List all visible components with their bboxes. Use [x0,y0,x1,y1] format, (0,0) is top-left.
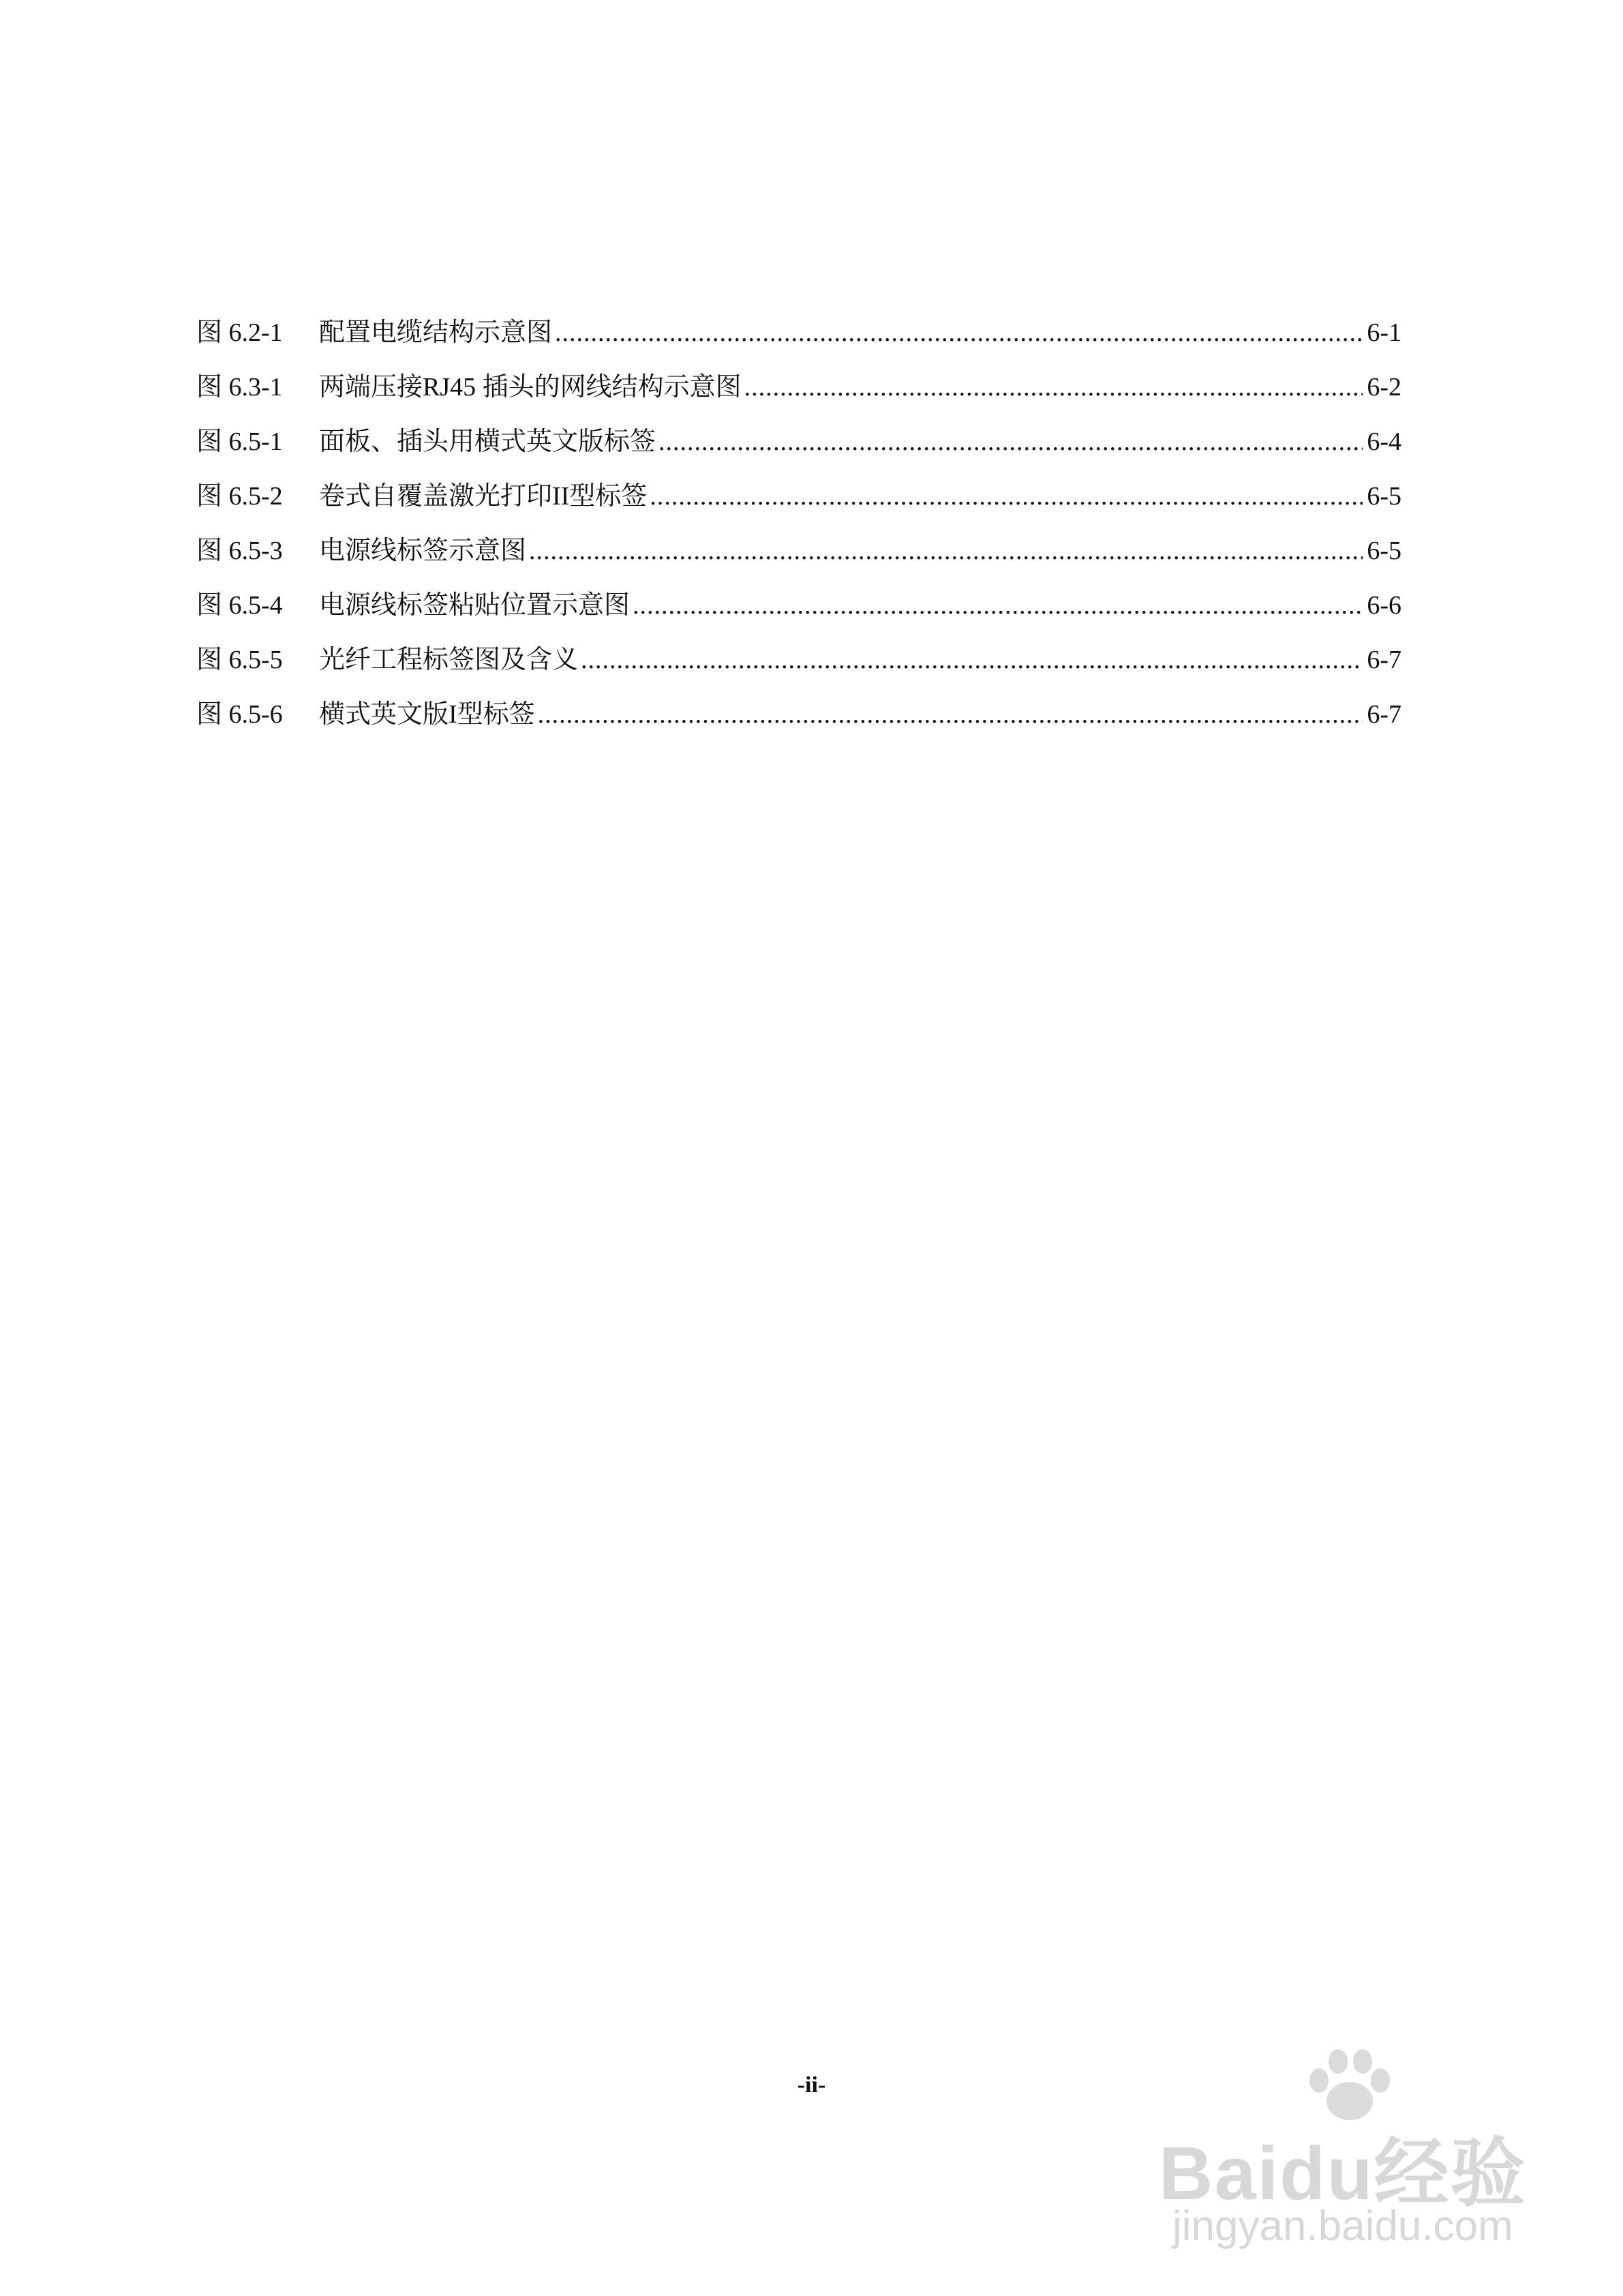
toc-entry[interactable] [196,305,1401,360]
toc-entry[interactable] [196,578,1401,633]
figure-number: 图 6.5-5 [196,646,283,674]
figure-number: 图 6.5-4 [196,591,283,620]
dot-leader [633,578,1363,633]
page-reference: 6-2 [1367,373,1401,402]
toc-entry[interactable] [196,687,1401,742]
dot-leader [529,524,1363,578]
figure-number: 图 6.3-1 [196,373,283,402]
watermark-site: jingyan.baidu.com [1172,2203,1513,2250]
page-reference: 6-7 [1367,700,1401,729]
page-reference: 6-4 [1367,427,1401,456]
figure-number: 图 6.5-2 [196,482,283,511]
page-number: -ii- [797,2072,826,2098]
toc-entry[interactable] [196,414,1401,469]
figure-number: 图 6.5-1 [196,427,283,456]
figure-number: 图 6.2-1 [196,318,283,347]
figure-number: 图 6.5-6 [196,700,283,729]
figure-title: 光纤工程标签图及含义 [319,646,579,674]
page-reference: 6-5 [1367,482,1401,511]
page-reference: 6-6 [1367,591,1401,620]
figure-title: 卷式自覆盖激光打印II型标签 [319,482,648,511]
figure-title: 横式英文版I型标签 [319,700,535,729]
page-reference: 6-7 [1367,646,1401,674]
dot-leader [555,305,1363,360]
figure-title: 两端压接RJ45 插头的网线结构示意图 [319,373,742,402]
page-reference: 6-5 [1367,537,1401,565]
toc-entry[interactable] [196,360,1401,414]
dot-leader [744,360,1363,414]
list-of-figures [196,305,1401,742]
figure-number: 图 6.5-3 [196,537,283,565]
dot-leader [538,687,1363,742]
figure-title: 电源线标签示意图 [319,537,527,565]
baidu-watermark [1159,2045,1541,2250]
toc-entry[interactable] [196,469,1401,524]
watermark-brand: Baidu经验 [1159,2132,1527,2216]
figure-title: 配置电缆结构示意图 [319,318,553,347]
figure-title: 电源线标签粘贴位置示意图 [319,591,631,620]
dot-leader [650,469,1363,524]
figure-title: 面板、插头用横式英文版标签 [319,427,656,456]
dot-leader [658,414,1363,469]
toc-entry[interactable] [196,524,1401,578]
page-reference: 6-1 [1367,318,1401,347]
dot-leader [581,633,1363,687]
toc-entry[interactable] [196,633,1401,687]
